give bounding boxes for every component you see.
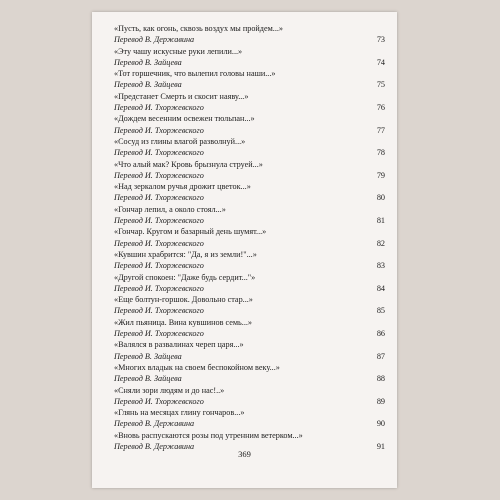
entry-translator: Перевод В. Зайцева [114,57,182,67]
entry-page-number: 83 [376,261,385,271]
entry-page-number: 80 [376,193,385,203]
entry-translator: Перевод И. Тхоржевского [114,193,204,203]
entry-translator: Перевод И. Тхоржевского [114,329,204,339]
entry-title: «Кувшин храбрится: "Да, я из земли!"...» [114,249,257,259]
toc-entry [114,385,385,408]
entry-title: «Что алый мак? Кровь брызнула струей...» [114,159,263,169]
entry-meta [114,34,385,45]
entry-translator: Перевод И. Тхоржевского [114,283,204,293]
entry-meta [114,283,385,294]
entry-page-number: 82 [376,238,385,248]
toc-entry [114,407,385,430]
entry-title: «Многих владык на своем беспокойном веку...» [114,362,280,372]
entry-page-number: 76 [376,103,385,113]
entry-title: «Гончар. Кругом и базарный день шумят...» [114,227,267,237]
entry-translator: Перевод И. Тхоржевского [114,170,204,180]
entry-meta [114,418,385,429]
entry-translator: Перевод В. Зайцева [114,374,182,384]
entry-translator: Перевод В. Державина [114,419,195,429]
entry-page-number: 79 [376,170,385,180]
toc-entry [114,294,385,317]
entry-title: «Сняли зори людям и до нас!..» [114,385,225,395]
entry-translator: Перевод И. Тхоржевского [114,238,204,248]
book-page [92,12,397,488]
entry-translator: Перевод И. Тхоржевского [114,125,204,135]
entry-translator: Перевод И. Тхоржевского [114,306,204,316]
entry-title: «Другой спокоен: "Даже будь сердит..."» [114,272,256,282]
toc-entry [114,23,385,46]
entry-meta [114,260,385,271]
entry-title: «Еще болтун-горшок. Довольно стар...» [114,295,253,305]
entry-meta [114,147,385,158]
toc-entry [114,136,385,159]
toc-entry [114,113,385,136]
entry-meta [114,125,385,136]
entry-title: «Глянь на месяцах глину гончаров...» [114,408,245,418]
entry-title: «Валялся в развалинах череп царя...» [114,340,244,350]
entry-meta [114,328,385,339]
entry-title: «Тот горшечник, что вылепил головы наши...» [114,69,276,79]
entry-title: «Пусть, как огонь, сквозь воздух мы пройдем...» [114,24,284,33]
entry-meta [114,351,385,362]
entry-page-number: 89 [376,396,385,406]
entry-translator: Перевод В. Державина [114,441,195,451]
toc-entry [114,226,385,249]
entry-translator: Перевод И. Тхоржевского [114,396,204,406]
entry-title: «Над зеркалом ручья дрожит цветок...» [114,182,251,192]
entry-title: «Дождем весенним освежен тюльпан...» [114,114,255,124]
entry-translator: Перевод В. Державина [114,35,195,45]
toc-entry [114,362,385,385]
entry-meta [114,192,385,203]
entry-meta [114,215,385,226]
entry-translator: Перевод И. Тхоржевского [114,148,204,158]
toc-entry [114,339,385,362]
entry-translator: Перевод И. Тхоржевского [114,261,204,271]
entry-meta [114,170,385,181]
entry-title: «Предстанет Смерть и скосит наяву...» [114,91,249,101]
entry-meta [114,305,385,316]
toc-entry [114,272,385,295]
entry-page-number: 86 [376,329,385,339]
entry-meta [114,396,385,407]
entry-title: «Гончар лепил, а около стоял...» [114,204,226,214]
entry-page-number: 74 [376,57,385,67]
entry-translator: Перевод В. Зайцева [114,351,182,361]
entry-page-number: 81 [376,216,385,226]
entry-translator: Перевод В. Зайцева [114,80,182,90]
toc-entry [114,249,385,272]
toc-entry [114,204,385,227]
toc-entry [114,68,385,91]
entry-page-number: 85 [376,306,385,316]
entry-page-number: 75 [376,80,385,90]
entry-page-number: 91 [376,441,385,451]
toc-entry [114,46,385,69]
page-number: 369 [238,449,251,459]
entry-page-number: 73 [376,35,385,45]
toc-entry [114,181,385,204]
entry-title: «Сосуд из глины влагой разволнуй...» [114,136,246,146]
entry-page-number: 90 [376,419,385,429]
entry-title: «Вновь распускаются розы под утренним ветерком...» [114,430,303,440]
entry-page-number: 78 [376,148,385,158]
entry-meta [114,102,385,113]
toc-entry [114,317,385,340]
entry-title: «Эту чашу искусные руки лепили...» [114,46,243,56]
entry-page-number: 77 [376,125,385,135]
toc-entry [114,159,385,182]
toc-entry [114,91,385,114]
entry-translator: Перевод И. Тхоржевского [114,103,204,113]
entry-meta [114,373,385,384]
entry-meta [114,238,385,249]
entry-page-number: 88 [376,374,385,384]
entry-meta [114,57,385,68]
entry-title: «Жил пьяница. Вина кувшинов семь...» [114,317,253,327]
entry-translator: Перевод И. Тхоржевского [114,216,204,226]
entry-meta [114,79,385,90]
entry-page-number: 87 [376,351,385,361]
entry-page-number: 84 [376,283,385,293]
table-of-contents [114,23,385,452]
